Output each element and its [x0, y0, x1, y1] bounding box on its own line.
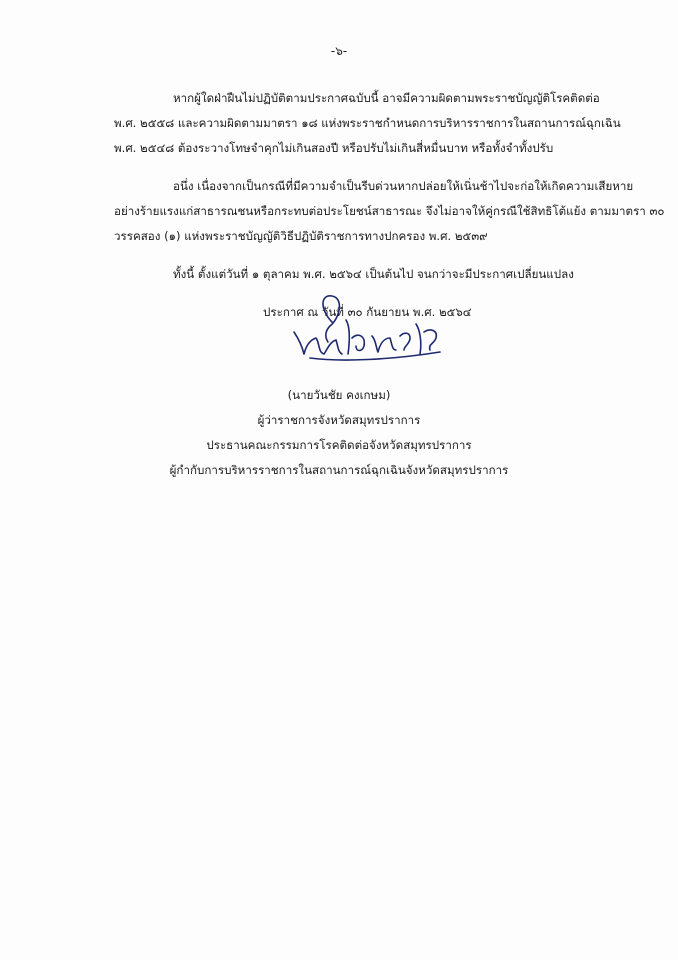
paragraph-2-line-3: วรรคสอง (๑) แห่งพระราชบัญญัติวิธีปฏิบัติราชการทางปกครอง พ.ศ. ๒๕๓๙ — [114, 229, 488, 243]
paragraph-2-line-2: อย่างร้ายแรงแก่สาธารณชนหรือกระทบต่อประโยชน์สาธารณะ จึงไม่อาจให้คู่กรณีใช้สิทธิโต้แย้ง ตามมาตรา ๓๐ — [114, 204, 665, 218]
page-number: -๖- — [330, 44, 348, 58]
paragraph-1-line-3: พ.ศ. ๒๕๔๘ ต้องระวางโทษจำคุกไม่เกินสองปี หรือปรับไม่เกินสี่หมื่นบาท หรือทั้งจำทั้งปรับ — [114, 141, 554, 155]
paragraph-1-line-1: หากผู้ใดฝ่าฝืนไม่ปฏิบัติตามประกาศฉบับนี้ อาจมีความผิดตามพระราชบัญญัติโรคติดต่อ — [173, 91, 600, 105]
signatory-title-governor: ผู้ว่าราชการจังหวัดสมุทรปราการ — [257, 413, 421, 427]
effective-date-line: ทั้งนี้ ตั้งแต่วันที่ ๑ ตุลาคม พ.ศ. ๒๕๖๔ เป็นต้นไป จนกว่าจะมีประกาศเปลี่ยนแปลง — [173, 267, 574, 281]
announcement-date: ประกาศ ณ วันที่ ๓๐ กันยายน พ.ศ. ๒๕๖๔ — [263, 305, 472, 319]
paragraph-1-line-2: พ.ศ. ๒๕๕๘ และความผิดตามมาตรา ๑๘ แห่งพระราชกำหนดการบริหารราชการในสถานการณ์ฉุกเฉิน — [114, 116, 621, 130]
handwritten-signature — [280, 292, 460, 382]
signatory-title-committee-chair: ประธานคณะกรรมการโรคติดต่อจังหวัดสมุทรปราการ — [206, 438, 472, 452]
signatory-name: (นายวันชัย คงเกษม) — [287, 388, 391, 402]
signatory-title-emergency-supervisor: ผู้กำกับการบริหารราชการในสถานการณ์ฉุกเฉินจังหวัดสมุทรปราการ — [169, 463, 509, 477]
paragraph-2-line-1: อนึ่ง เนื่องจากเป็นกรณีที่มีความจำเป็นรีบด่วนหากปล่อยให้เนิ่นช้าไปจะก่อให้เกิดความเสียหาย — [173, 179, 634, 193]
